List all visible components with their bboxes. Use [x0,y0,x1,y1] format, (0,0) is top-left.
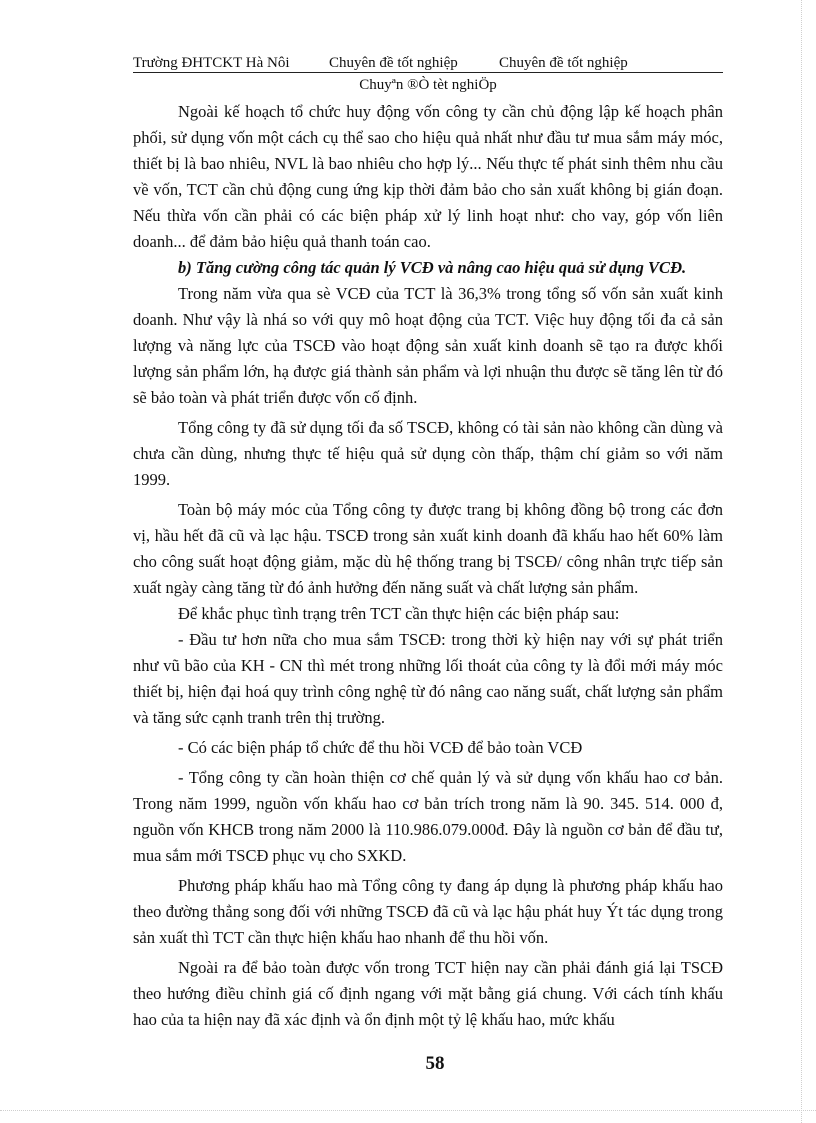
header-row [133,54,723,72]
paragraph: Phương pháp khấu hao mà Tổng công ty đang áp dụng là phương pháp khấu hao theo đường thẳng song đối với những TSCĐ đã cũ và lạc hậu phát huy Ýt tác dụng trong sản xuất thì TCT cần thực hiện khấu hao nhanh để thu hồi vốn. [133,876,723,947]
list-item: - Tổng công ty cần hoàn thiện cơ chế quản lý và sử dụng vốn khấu hao cơ bản. Trong năm 1999, nguồn vốn khấu hao cơ bản trích trong năm là 90. 345. 514. 000 đ, nguồn vốn KHCB trong năm 2000 là 110.986.079.000đ. Đây là nguồn cơ bản để đầu tư, mua sắm mới TSCĐ phục vụ cho SXKD. [133,768,723,865]
page-header [133,54,723,73]
section-heading: b) Tăng cường công tác quản lý VCĐ và nâng cao hiệu quả sử dụng VCĐ. [178,258,687,277]
page-edge-right [801,0,802,1123]
paragraph: Toàn bộ máy móc của Tổng công ty được trang bị không đồng bộ trong các đơn vị, hầu hết đã cũ và lạc hậu. TSCĐ trong sản xuất kinh doanh đã khấu hao hết 60% làm cho công suất hoạt động giảm, mặc dù hệ thống trang bị TSCĐ/ công nhân trực tiếp sản xuất ngày càng tăng từ đó ảnh hưởng đến năng suất và chất lượng sản phẩm. [133,500,723,597]
paragraph: Để khắc phục tình trạng trên TCT cần thực hiện các biện pháp sau: [178,604,620,623]
list-item: - Có các biện pháp tổ chức để thu hồi VCĐ để bảo toàn VCĐ [178,738,583,757]
paragraph: Ngoài kế hoạch tổ chức huy động vốn công ty cần chủ động lập kế hoạch phân phối, sử dụng vốn một cách cụ thể sao cho hiệu quả nhất như đầu tư mua sắm máy móc, thiết bị là bao nhiêu, NVL là bao nhiêu cho hợp lý... Nếu thực tế phát sinh thêm nhu cầu về vốn, TCT cần chủ động cung ứng kịp thời đảm bảo cho sản xuất không bị gián đoạn. Nếu thừa vốn cần phải có các biện pháp xử lý linh hoạt như: cho vay, góp vốn liên doanh... để đảm bảo hiệu quả thanh toán cao. [133,102,723,251]
paragraph: Tổng công ty đã sử dụng tối đa số TSCĐ, không có tài sản nào không cần dùng và chưa cần dùng, nhưng thực tế hiệu quả sử dụng còn thấp, thậm chí giảm so với năm 1999. [133,418,723,489]
page-edge-bottom [0,1110,816,1111]
header-title-b: Chuyên đề tốt nghiệp [499,55,628,71]
page-number: 58 [425,1053,445,1074]
paragraph: Trong năm vừa qua sè VCĐ của TCT là 36,3% trong tổng số vốn sản xuất kinh doanh. Như vậy là nhá so với quy mô hoạt động của TCT. Việc huy động tối đa cả sản lượng và năng lực của TSCĐ vào hoạt động sản xuất kinh doanh sẽ tạo ra được khối lượng sản phẩm lớn, hạ được giá thành sản phẩm và lợi nhuận thu được sẽ tăng lên từ đó sẽ bảo toàn và phát triển được vốn cố định. [133,284,723,407]
header-subtitle: Chuyªn ®Ò tèt nghiÖp [359,77,497,93]
document-body [133,99,723,1033]
header-title-a: Chuyên đề tốt nghiệp [329,55,458,71]
paragraph: Ngoài ra để bảo toàn được vốn trong TCT hiện nay cần phải đánh giá lại TSCĐ theo hướng điều chỉnh giá cố định ngang với mặt bằng giá chung. Với cách tính khấu hao của ta hiện nay đã xác định và ổn định một tỷ lệ khấu hao, mức khấu [133,958,723,1029]
header-school: Trường ĐHTCKT Hà Nôi [133,55,290,71]
list-item: - Đầu tư hơn nữa cho mua sắm TSCĐ: trong thời kỳ hiện nay với sự phát triển như vũ bão của KH - CN thì mét trong những lối thoát của công ty là đổi mới máy móc thiết bị, hiện đại hoá quy trình công nghệ từ đó nâng cao năng suất, chất lượng sản phẩm và tăng sức cạnh tranh trên thị trường. [133,630,723,727]
